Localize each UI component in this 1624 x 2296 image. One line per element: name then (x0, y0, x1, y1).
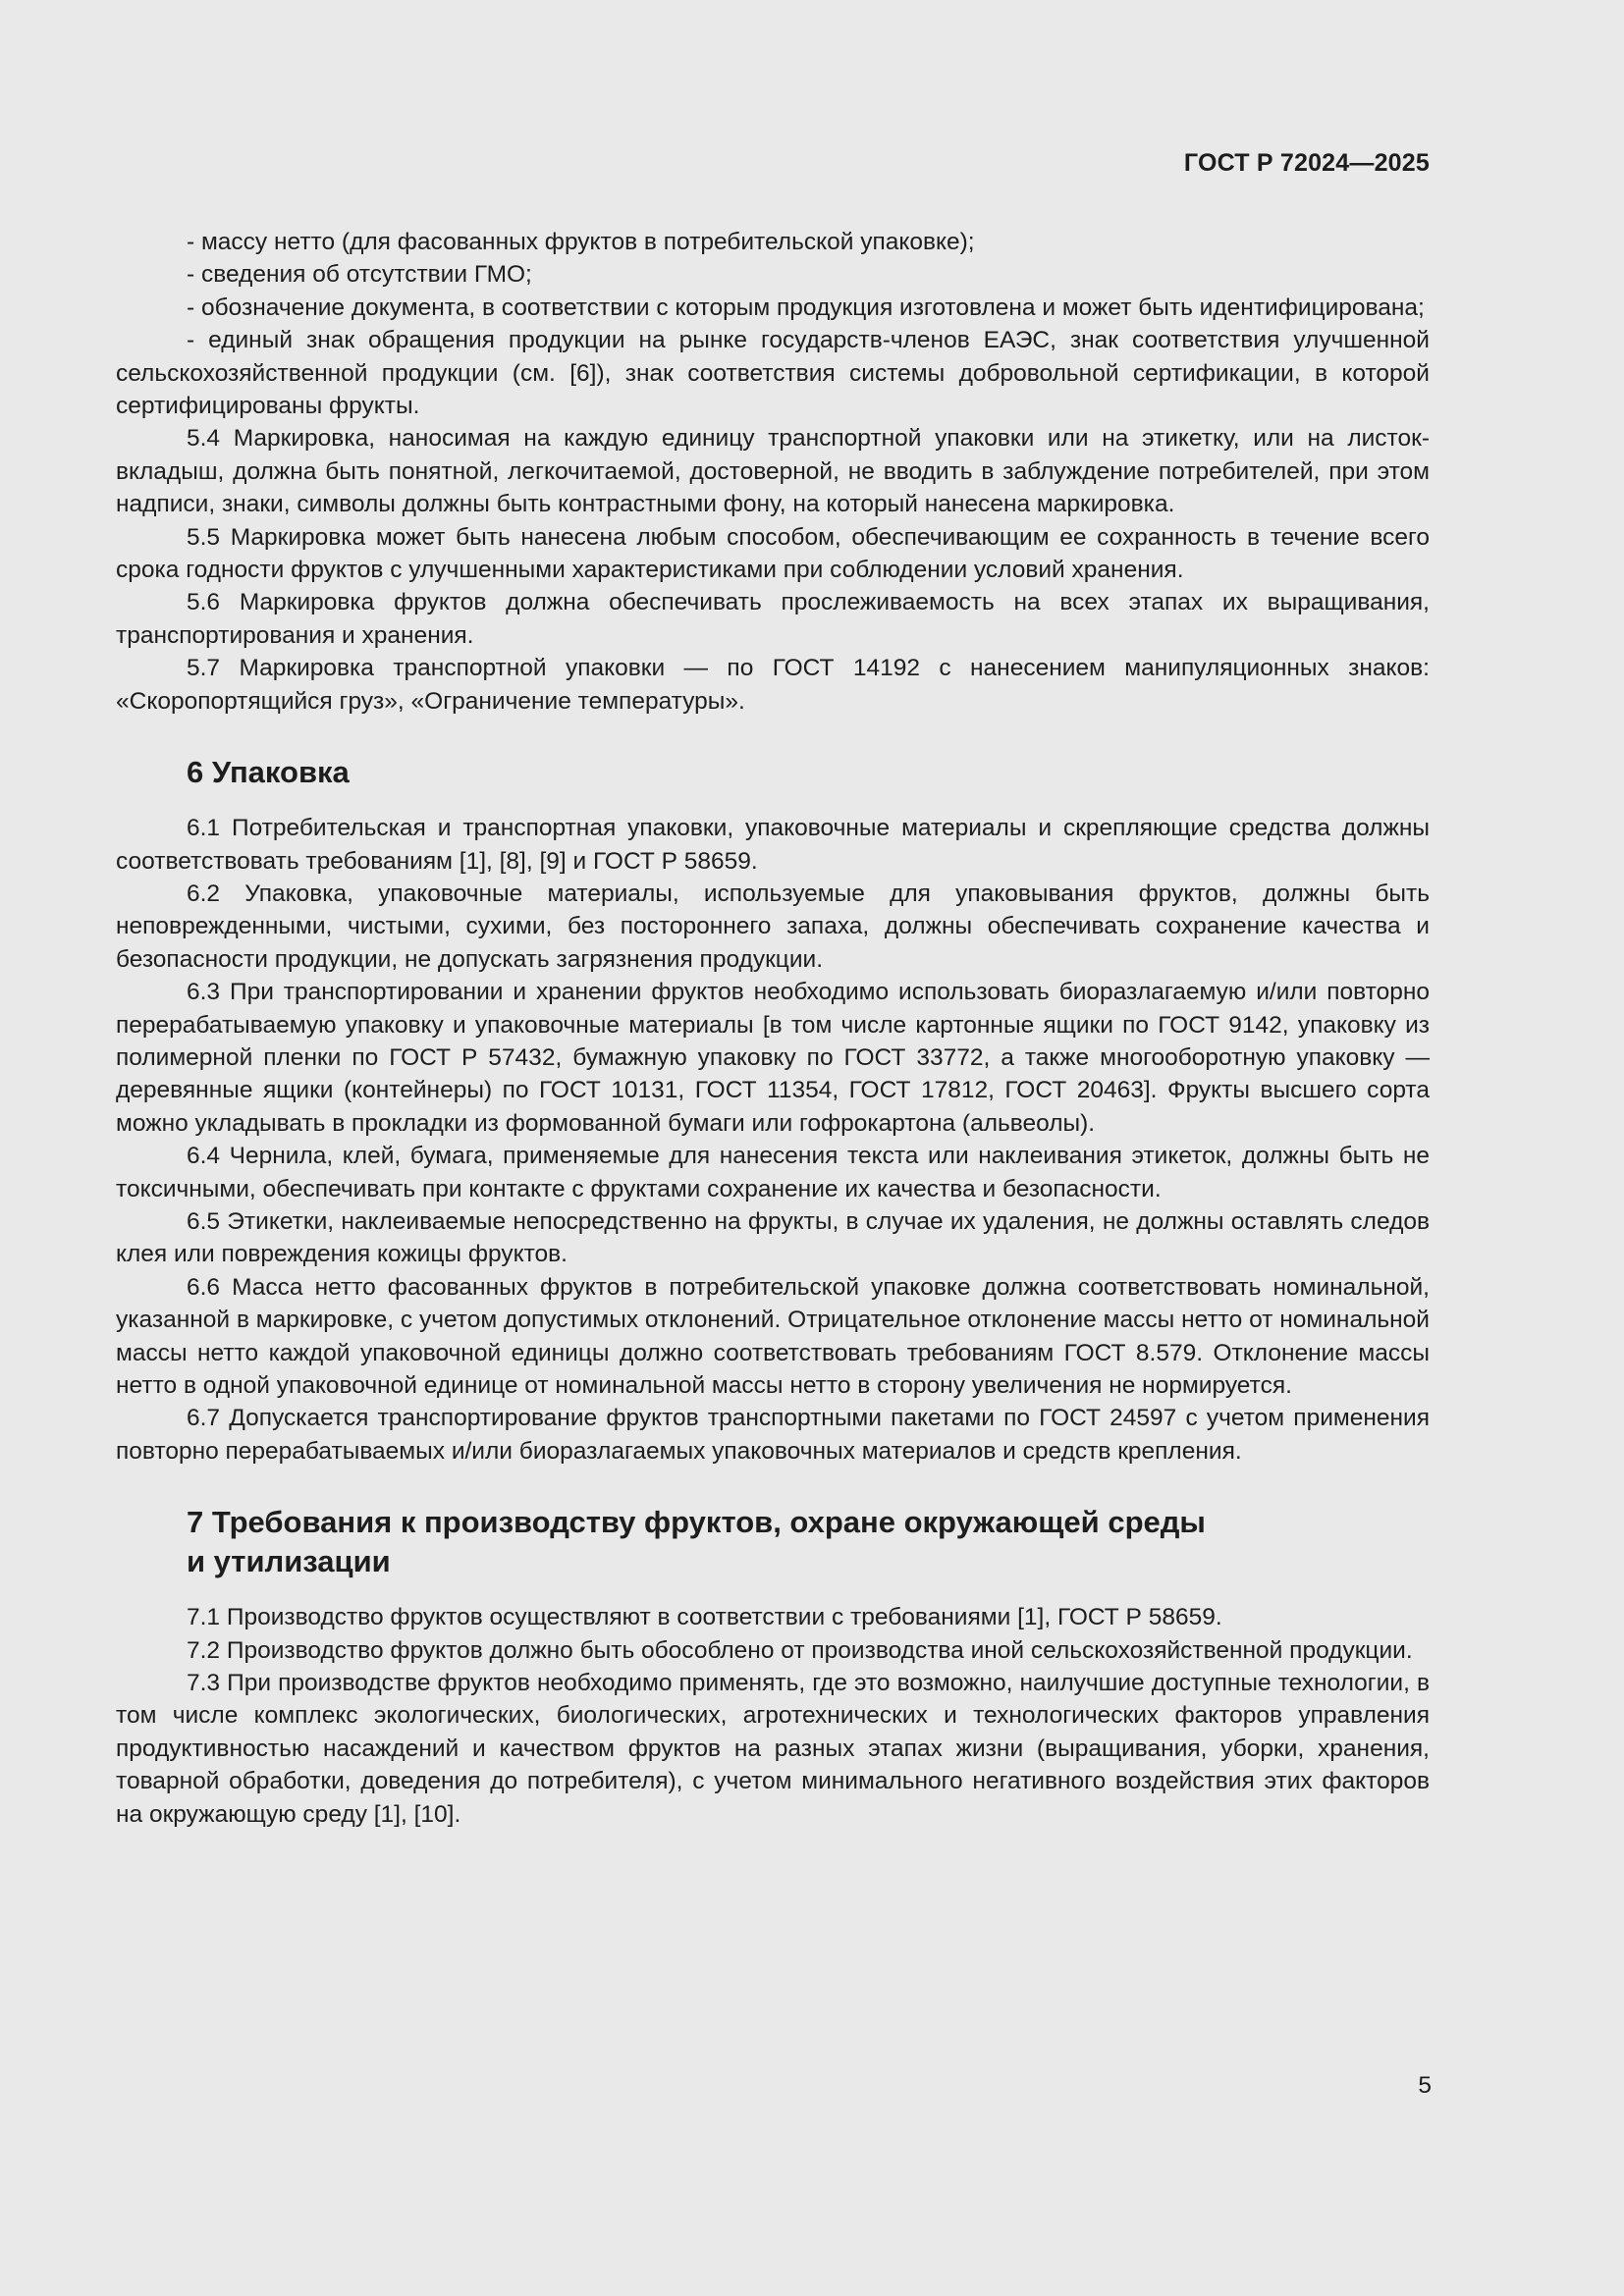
paragraph: 5.7 Маркировка транспортной упаковки — по ГОСТ 14192 с нанесением манипуляционных знаков: «Скоропортящийся груз», «Ограничение температуры». (116, 655, 1430, 715)
paragraph: 5.4 Маркировка, наносимая на каждую единицу транспортной упаковки или на этикетку, или на листок-вкладыш, должна быть понятной, легкочитаемой, достоверной, не вводить в заблуждение потребителей, при этом надписи, знаки, символы должны быть контрастными фону, на который нанесена маркировка. (116, 425, 1430, 518)
paragraph: 7.1 Производство фруктов осуществляют в соответствии с требованиями [1], ГОСТ Р 58659. (187, 1604, 1222, 1631)
section-heading-line: 7 Требования к производству фруктов, охране окружающей среды (187, 1505, 1206, 1540)
section-heading-production (116, 1503, 1430, 1581)
page-number: 5 (1418, 2072, 1432, 2099)
paragraph: - обозначение документа, в соответствии с которым продукция изготовлена и может быть идентифицирована; (187, 294, 1425, 321)
paragraph: - массу нетто (для фасованных фруктов в потребительской упаковке); (187, 229, 975, 255)
page-content (116, 226, 1430, 1831)
paragraph: 7.2 Производство фруктов должно быть обособлено от производства иной сельскохозяйственной продукции. (187, 1636, 1413, 1664)
document-code-header: ГОСТ Р 72024—2025 (1183, 149, 1430, 177)
paragraph: 6.2 Упаковка, упаковочные материалы, используемые для упаковывания фруктов, должны быть неповрежденными, чистыми, сухими, без постороннего запаха, должны обеспечивать сохранение качества и безопасности продукции, не допускать загрязнения продукции. (116, 880, 1430, 973)
paragraph: - сведения об отсутствии ГМО; (187, 261, 532, 289)
paragraph: 6.4 Чернила, клей, бумага, применяемые для нанесения текста или наклеивания этикеток, должны быть не токсичными, обеспечивать при контакте с фруктами сохранение их качества и безопасности. (116, 1143, 1430, 1202)
paragraph: 6.6 Масса нетто фасованных фруктов в потребительской упаковке должна соответствовать номинальной, указанной в маркировке, с учетом допустимых отклонений. Отрицательное отклонение массы нетто от номинальной массы нетто каждой упаковочной единицы должно соответствовать требованиям ГОСТ 8.579. Отклонение массы нетто в одной упаковочной единице от номинальной массы нетто в сторону увеличения не нормируется. (116, 1273, 1430, 1399)
paragraph: 5.5 Маркировка может быть нанесена любым способом, обеспечивающим ее сохранность в течение всего срока годности фруктов с улучшенными характеристиками при соблюдении условий хранения. (116, 523, 1430, 584)
section-heading-line: и утилизации (187, 1544, 391, 1579)
paragraph: 7.3 При производстве фруктов необходимо применять, где это возможно, наилучшие доступные технологии, в том числе комплекс экологических, биологических, агротехнических и технологических факторов управления продуктивностью насаждений и качеством фруктов на разных этапах жизни (выращивания, уборки, хранения, товарной обработки, доведения до потребителя), с учетом минимального негативного воздействия этих факторов на окружающую среду [1], [10]. (116, 1670, 1430, 1828)
paragraph: 6.3 При транспортировании и хранении фруктов необходимо использовать биоразлагаемую и/или повторно перерабатываемую упаковку и упаковочные материалы [в том числе картонные ящики по ГОСТ 9142, упаковку из полимерной пленки по ГОСТ Р 57432, бумажную упаковку по ГОСТ 33772, а также многооборотную упаковку — деревянные ящики (контейнеры) по ГОСТ 10131, ГОСТ 11354, ГОСТ 17812, ГОСТ 20463]. Фрукты высшего сорта можно укладывать в прокладки из формованной бумаги или гофрокартона (альвеолы). (116, 979, 1430, 1137)
paragraph: - единый знак обращения продукции на рынке государств-членов ЕАЭС, знак соответствия улучшенной сельскохозяйственной продукции (см. [6]), знак соответствия системы добровольной сертификации, в которой сертифицированы фрукты. (116, 327, 1430, 420)
paragraph: 6.5 Этикетки, наклеиваемые непосредственно на фрукты, в случае их удаления, не должны оставлять следов клея или повреждения кожицы фруктов. (116, 1207, 1430, 1268)
paragraph: 6.1 Потребительская и транспортная упаковки, упаковочные материалы и скрепляющие средства должны соответствовать требованиям [1], [8], [9] и ГОСТ Р 58659. (116, 815, 1430, 875)
paragraph: 6.7 Допускается транспортирование фруктов транспортными пакетами по ГОСТ 24597 с учетом применения повторно перерабатываемых и/или биоразлагаемых упаковочных материалов и средств крепления. (116, 1405, 1430, 1465)
paragraph: 5.6 Маркировка фруктов должна обеспечивать прослеживаемость на всех этапах их выращивания, транспортирования и хранения. (116, 589, 1430, 649)
section-heading-packaging: 6 Упаковка (187, 755, 350, 790)
